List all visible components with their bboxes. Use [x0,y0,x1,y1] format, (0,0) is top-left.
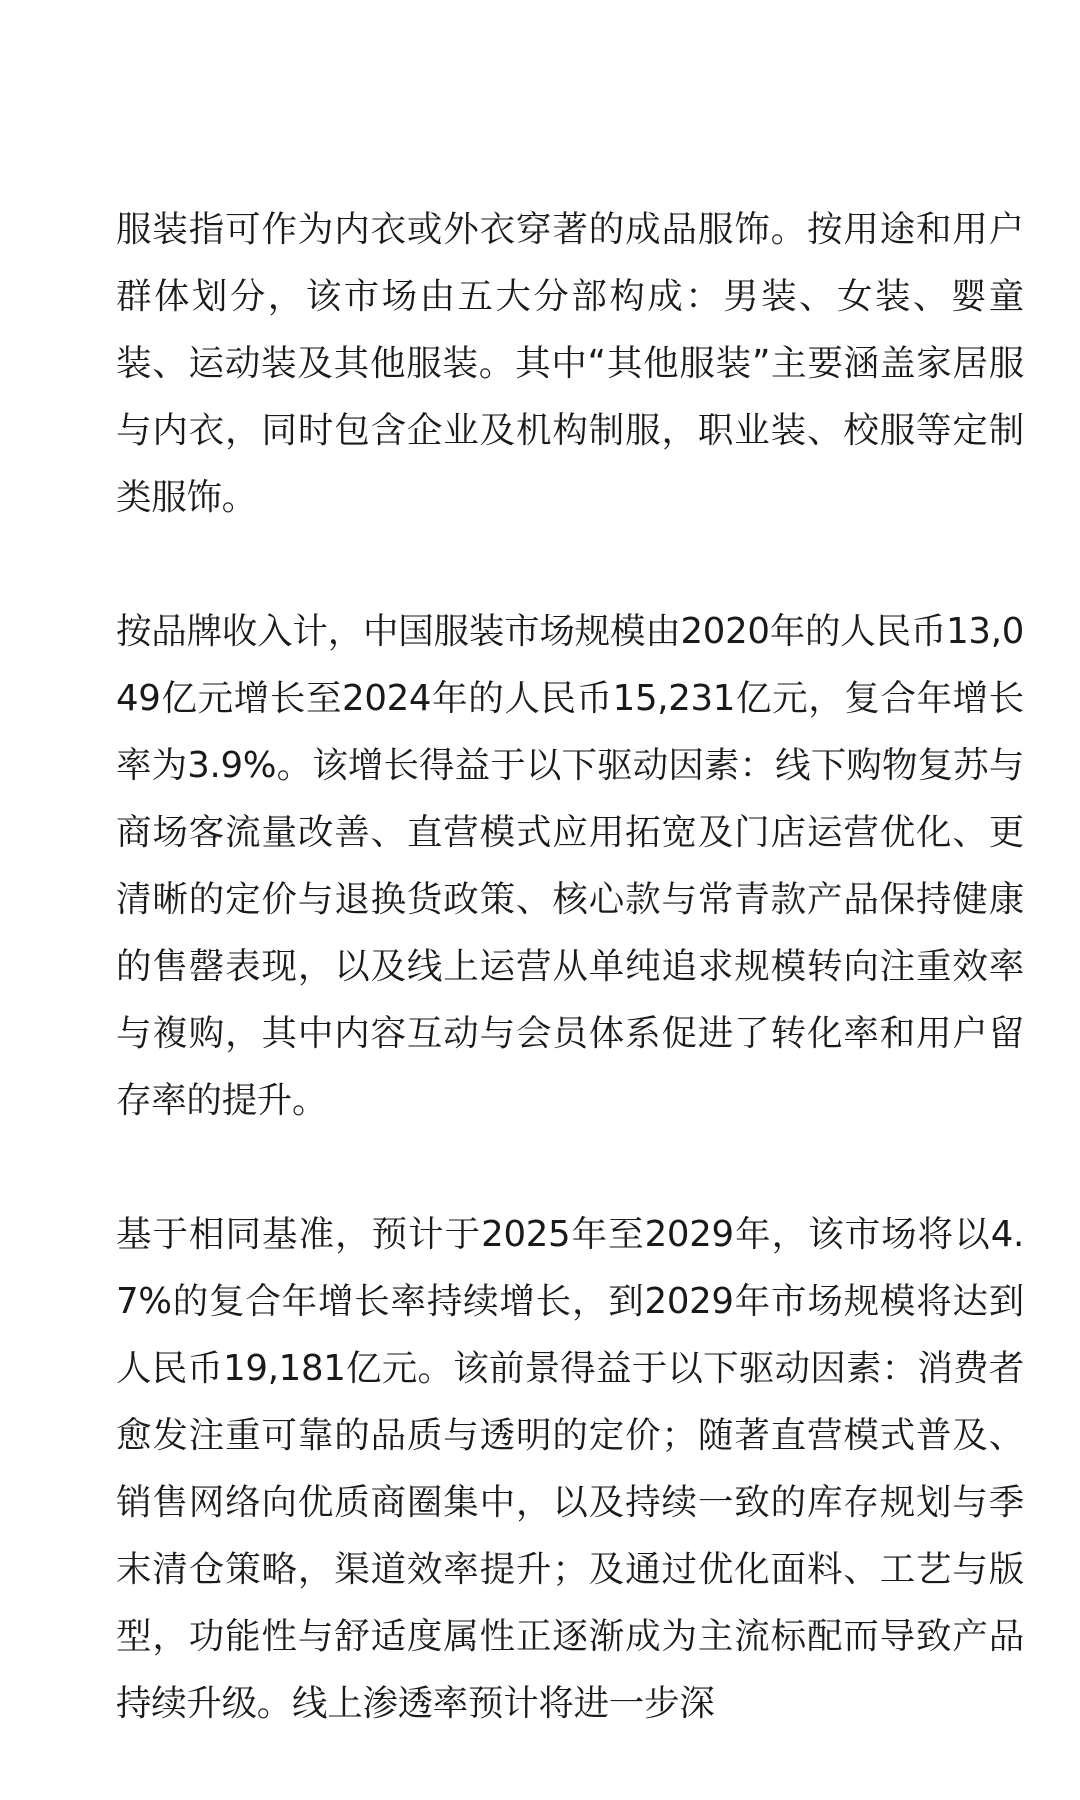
paragraph-apparel-definition: 服装指可作为内衣或外衣穿著的成品服饰。按用途和用户群体划分，该市场由五大分部构成：男装、女装、婴童装、运动装及其他服装。其中“其他服装”主要涵盖家居服与内衣，同时包含企业及机构制服，职业装、校服等定制类服饰。 [116,209,1024,518]
paragraph-market-forecast: 基于相同基准，预计于2025年至2029年，该市场将以4.7%的复合年增长率持续增长，到2029年市场规模将达到人民币19,181亿元。该前景得益于以下驱动因素：消费者愈发注重可靠的品质与透明的定价；随著直营模式普及、销售网络向优质商圈集中，以及持续一致的库存规划与季末清仓策略，渠道效率提升；及通过优化面料、工艺与版型，功能性与舒适度属性正逐渐成为主流标配而导致产品持续升级。线上渗透率预计将进一步深 [116,1214,1024,1724]
paragraph-market-size-history: 按品牌收入计，中国服装市场规模由2020年的人民币13,049亿元增长至2024年的人民币15,231亿元，复合年增长率为3.9%。该增长得益于以下驱动因素：线下购物复苏与商场客流量改善、直营模式应用拓宽及门店运营优化、更清晰的定价与退换货政策、核心款与常青款产品保持健康的售罄表现，以及线上运营从单纯追求规模转向注重效率与複购，其中内容互动与会员体系促进了转化率和用户留存率的提升。 [116,611,1024,1121]
